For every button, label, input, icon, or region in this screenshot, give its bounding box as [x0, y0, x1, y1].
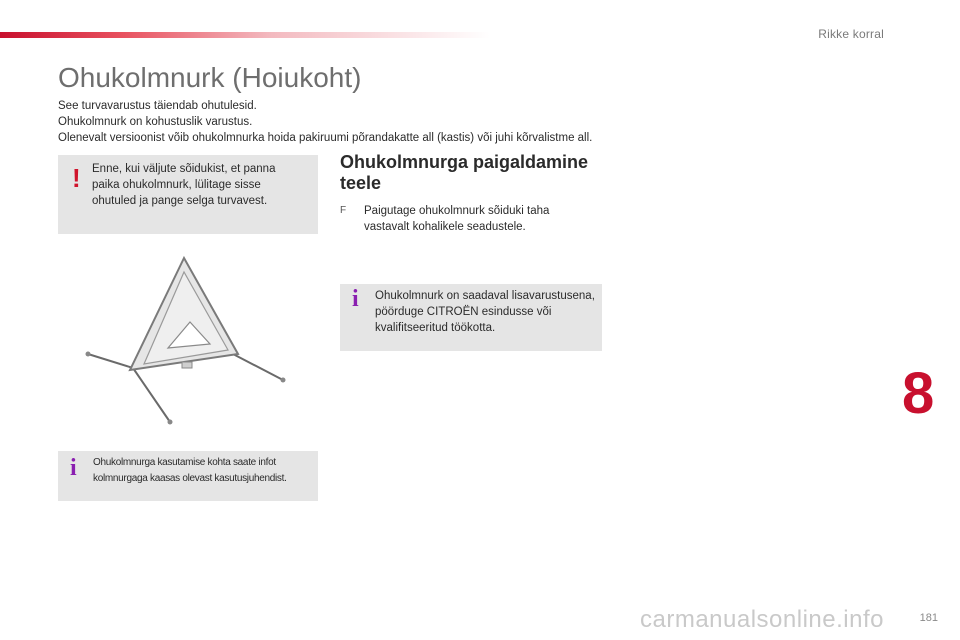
warning-box: [58, 155, 318, 234]
intro-line: See turvavarustus täiendab ohutulesid.: [58, 100, 257, 112]
section-label: Rikke korral: [818, 27, 884, 41]
info-text: Ohukolmnurga kasutamise kohta saate infot kolmnurgaga kaasas olevast kasutusjuhendist.: [93, 457, 287, 484]
info-box-bottom: [58, 451, 318, 501]
info-icon: i: [70, 455, 77, 481]
page-number: 181: [919, 612, 938, 624]
page-title: Ohukolmnurk (Hoiukoht): [58, 62, 362, 93]
intro-text: [58, 98, 698, 146]
step-bullet-icon: F: [340, 205, 347, 216]
warning-text: Enne, kui väljute sõidukist, et panna paika ohukolmnurk, lülitage sisse ohutuled ja pange selga turvavest.: [92, 163, 276, 207]
section-title: Ohukolmnurga paigaldamine teele: [340, 152, 589, 193]
info-text: Ohukolmnurk on saadaval lisavarustusena, pöörduge CITROËN esindusse või kvalifitseeritud töökotta.: [375, 290, 595, 334]
info-icon: i: [352, 286, 359, 312]
intro-line: Ohukolmnurk on kohustuslik varustus.: [58, 116, 253, 128]
watermark: carmanualsonline.info: [640, 606, 884, 633]
info-box-right: [340, 284, 602, 351]
step-text: Paigutage ohukolmnurk sõiduki taha vastavalt kohalikele seadustele.: [364, 205, 550, 233]
intro-line: Olenevalt versioonist võib ohukolmnurka hoida pakiruumi põrandakatte all (kastis) või juhi kõrvalistme all.: [58, 132, 593, 144]
header-accent-bar: [0, 32, 490, 38]
warning-triangle-illustration: [78, 250, 298, 426]
chapter-number: 8: [902, 361, 935, 426]
exclamation-icon: !: [72, 163, 81, 193]
